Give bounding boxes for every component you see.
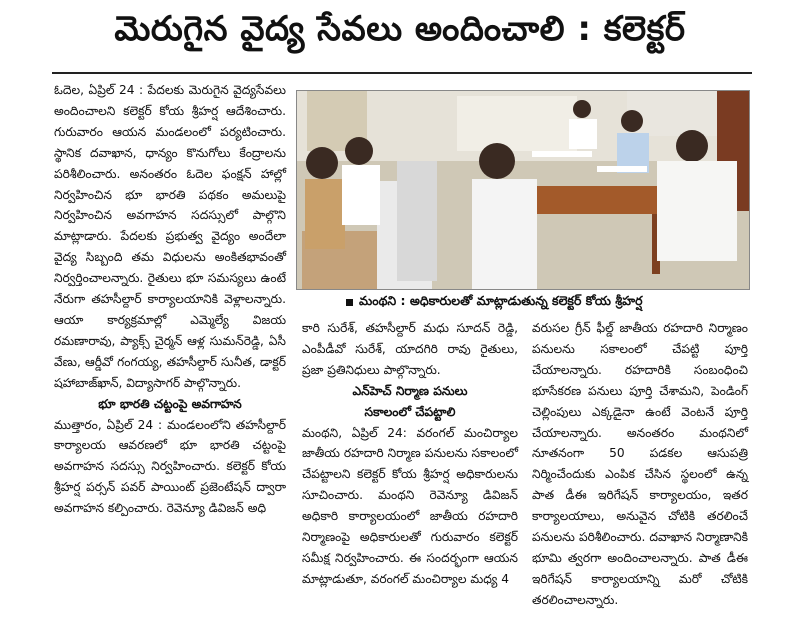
caption-bullet-icon: [346, 299, 353, 306]
article-column-1: [54, 80, 286, 519]
headline-rule: [52, 72, 752, 74]
news-photo: [296, 90, 750, 290]
meeting-photo-illustration: [297, 91, 749, 289]
article-paragraph: వరుసల గ్రీన్ ఫీల్డ్ జాతీయ రహదారి నిర్మాణం పనులను సకాలంలో చేపట్టి పూర్తి చేయాలన్నారు. రహదారికి సంబంధించి భూసేకరణ పనులు పూర్తి చేశామని, పెండింగ్ చెల్లింపులు ఎక్కడైనా ఉంటే వెంటనే పూర్తి చేయాలన్నారు. అనంతరం మంథనిలో నూతనంగా 50 పడకల ఆసుపత్రి నిర్మించేందుకు ఎంపిక చేసిన స్థలంలో ఉన్న పాత డీఈ ఇరిగేషన్ కార్యాలయం, ఇతర కార్యాలయాలు, అనువైన చోటికి తరలించే పనులను పరిశీలించారు. దవాఖాన నిర్మాణానికి భూమి త్వరగా అందించాలన్నారు. పాత డీఈ ఇరిగేషన్ కార్యాలయాన్ని మరో చోటికి తరలించాలన్నారు.: [532, 321, 748, 607]
photo-caption-text: మంథని : అధికారులతో మాట్లాడుతున్న కలెక్టర్ కోయ శ్రీహర్ష: [359, 293, 643, 308]
article-column-3: [532, 318, 748, 611]
article-paragraph: మంథని, ఏప్రిల్ 24: వరంగల్ మంచిర్యాల జాతీయ రహదారి నిర్మాణ పనులను సకాలంలో చేపట్టాలని కలెక్టర్ కోయ శ్రీహర్ష అధికారులను సూచించారు. మంథని రెవెన్యూ డివిజన్ అధికారి కార్యాలయంలో జాతీయ రహదారి నిర్మాణంపై అధికారులతో గురువారం కలెక్టర్ సమీక్ష నిర్వహించారు. ఈ సందర్భంగా ఆయన మాట్లాడుతూ, వరంగల్ మంచిర్యాల మధ్య 4: [302, 425, 518, 586]
article-column-2: [302, 318, 518, 590]
article-paragraph: ముత్తారం, ఏప్రిల్ 24 : మండలంలోని తహసీల్దార్ కార్యాలయ ఆవరణలో భూ భారతి చట్టంపై అవగాహన సదస్సు నిర్వహించారు. కలెక్టర్ కోయ శ్రీహర్ష పర్సన్ పవర్ పాయింట్ ప్రజెంటేషన్ ద్వారా అవగాహన కల్పించారు. రెవెన్యూ డివిజన్ అధి: [54, 417, 286, 516]
article-paragraph: ఓదెల, ఏప్రిల్ 24 : పేదలకు మెరుగైన వైద్యసేవలు అందించాలని కలెక్టర్ కోయ శ్రీహర్ష ఆదేశించారు. గురువారం ఆయన మండలంలో పర్యటించారు. స్థానిక దవాఖాన, ధాన్యం కొనుగోలు కేంద్రాలను పరిశీలించారు. అనంతరం ఓదెల ఫంక్షన్ హాల్లో నిర్వహించిన భూ భారతి పథకం అమలుపై నిర్వహించిన అవగాహన సదస్సులో పాల్గొని మాట్లాడారు. పేదలకు ప్రభుత్వ వైద్యం అందేలా వైద్య సిబ్బంది తమ విధులను అంకితభావంతో నిర్వర్తించాలన్నారు. రైతులు భూ సమస్యలు ఉంటే నేరుగా తహసీల్దార్ కార్యాలయానికి వెళ్లాలన్నారు. ఆయా కార్యక్రమాల్లో ఎమ్మెల్యే విజయ రమణారావు, ప్యాక్స్ చైర్మన్ ఆళ్ల సుమన్‌రెడ్డి, ఏసీ వేణు, ఆర్డీవో గంగయ్య, తహసీల్దార్ సునీత, డాక్టర్ షహాబాజ్‌ఖాన్, విద్యాసాగర్ పాల్గొన్నారు.: [54, 83, 286, 390]
headline: మెరుగైన వైద్య సేవలు అందించాలి : కలెక్టర్: [114, 9, 686, 49]
subheading: ఎన్‌హెచ్ నిర్మాణ పనులు: [352, 383, 468, 398]
subheading: సకాలంలో చేపట్టాలి: [364, 404, 456, 419]
subheading: భూ భారతి చట్టంపై అవగాహన: [98, 396, 242, 411]
photo-caption: [296, 290, 748, 315]
article-paragraph: కారి సురేశ్, తహసీల్దార్ మధు సూదన్ రెడ్డి, ఎంపీడీవో సురేశ్, యాదగిరి రావు రైతులు, ప్రజా ప్రతినిధులు పాల్గొన్నారు.: [302, 321, 518, 377]
